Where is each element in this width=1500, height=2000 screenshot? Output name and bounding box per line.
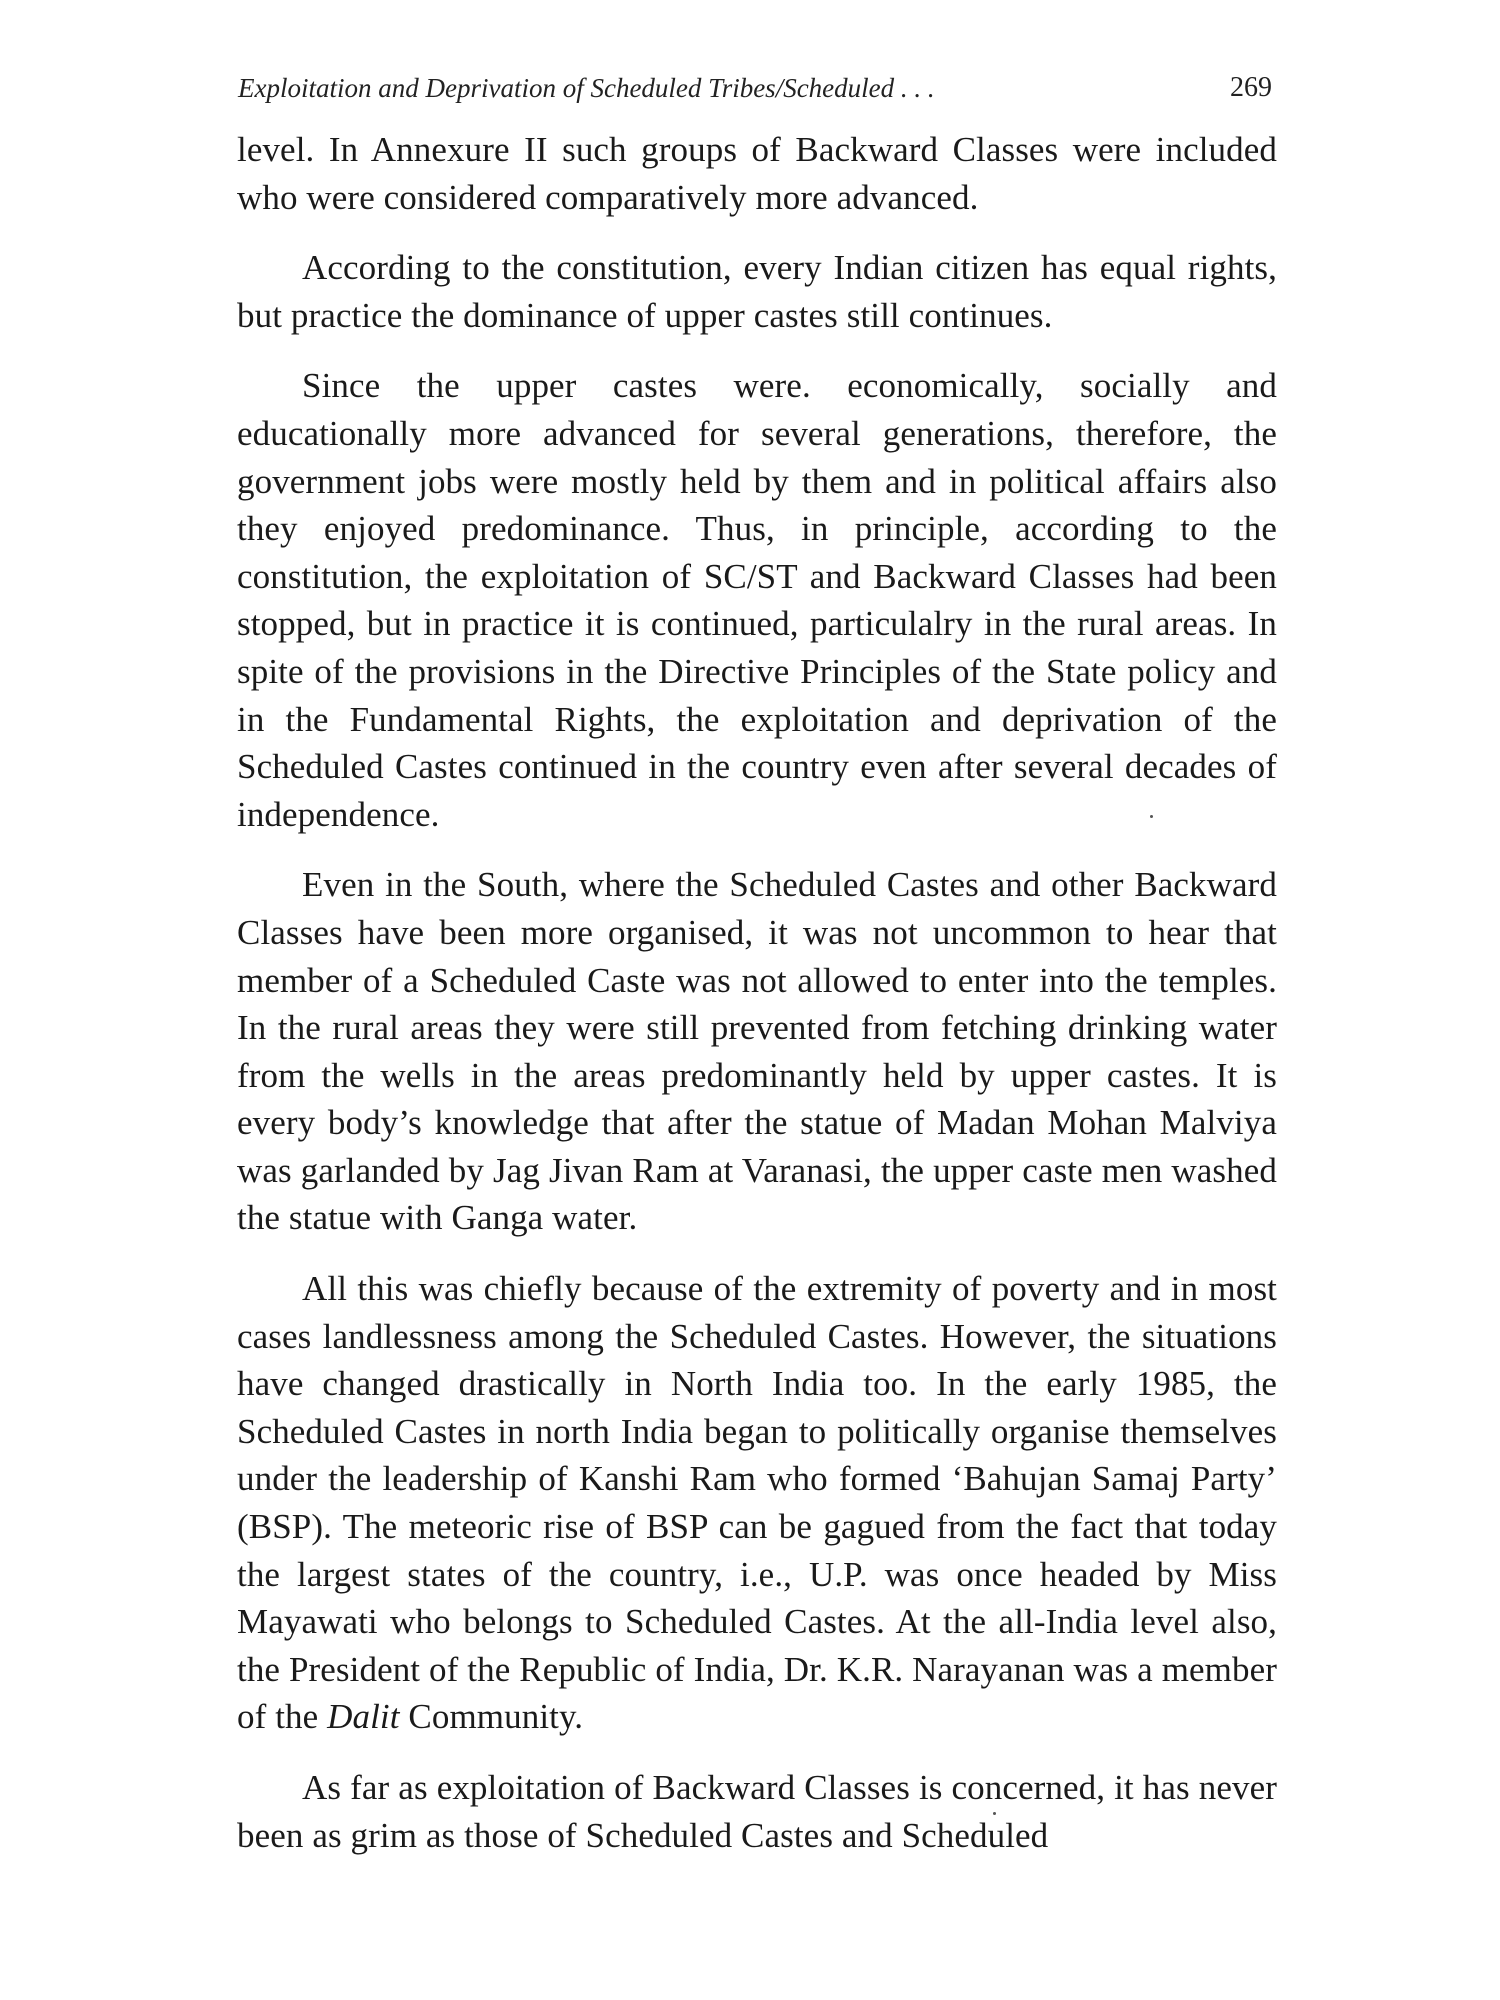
paragraph (237, 1265, 1277, 1741)
paragraph (237, 362, 1277, 838)
running-title: Exploitation and Deprivation of Scheduled Tribes/Scheduled . . . (238, 73, 935, 103)
paragraph-text: As far as exploitation of Backward Classes is concerned, it has never been as grim as those of Scheduled Castes and Scheduled (237, 1768, 1277, 1855)
print-speck (993, 1812, 996, 1815)
paragraph-text: Since the upper castes were. economically, socially and educationally more advanced for several generations, therefore, the government jobs were mostly held by them and in political affairs also they enjoyed predominance. Thus, in principle, according to the constitution, the exploitation of SC/ST and Backward Classes had been stopped, but in practice it is continued, particulalry in the rural areas. In spite of the provisions in the Directive Principles of the State policy and in the Fundamental Rights, the exploitation and deprivation of the Scheduled Castes continued in the country even after several decades of independence. (237, 366, 1277, 834)
paragraph-text: Community. (399, 1697, 584, 1737)
paragraph (237, 126, 1277, 221)
paragraph-text: According to the constitution, every Indian citizen has equal rights, but practice the dominance of upper castes still continues. (237, 248, 1277, 335)
running-header (238, 68, 1272, 108)
italic-text: Dalit (327, 1697, 400, 1737)
paragraph-text: level. In Annexure II such groups of Backward Classes were included who were considered comparatively more advanced. (237, 130, 1277, 217)
print-speck (1150, 815, 1153, 818)
paragraph (237, 1764, 1277, 1859)
page-number: 269 (1230, 72, 1272, 103)
paragraph-text: Even in the South, where the Scheduled Castes and other Backward Classes have been more organised, it was not uncommon to hear that member of a Scheduled Caste was not allowed to enter into the temples. In the rural areas they were still prevented from fetching drinking water from the wells in the areas predominantly held by upper castes. It is every body’s knowledge that after the statue of Madan Mohan Malviya was garlanded by Jag Jivan Ram at Varanasi, the upper caste men washed the statue with Ganga water. (237, 865, 1277, 1238)
paragraph (237, 244, 1277, 339)
paragraph-text: All this was chiefly because of the extremity of poverty and in most cases landlessness among the Scheduled Castes. However, the situations have changed drastically in North India too. In the early 1985, the Scheduled Castes in north India began to politically organise themselves under the leadership of Kanshi Ram who formed ‘Bahujan Samaj Party’ (BSP). The meteoric rise of BSP can be gagued from the fact that today the largest states of the country, i.e., U.P. was once headed by Miss Mayawati who belongs to Scheduled Castes. At the all-India level also, the President of the Republic of India, Dr. K.R. Narayanan was a member of the (237, 1269, 1277, 1737)
body-text (237, 126, 1277, 1882)
paragraph (237, 861, 1277, 1242)
